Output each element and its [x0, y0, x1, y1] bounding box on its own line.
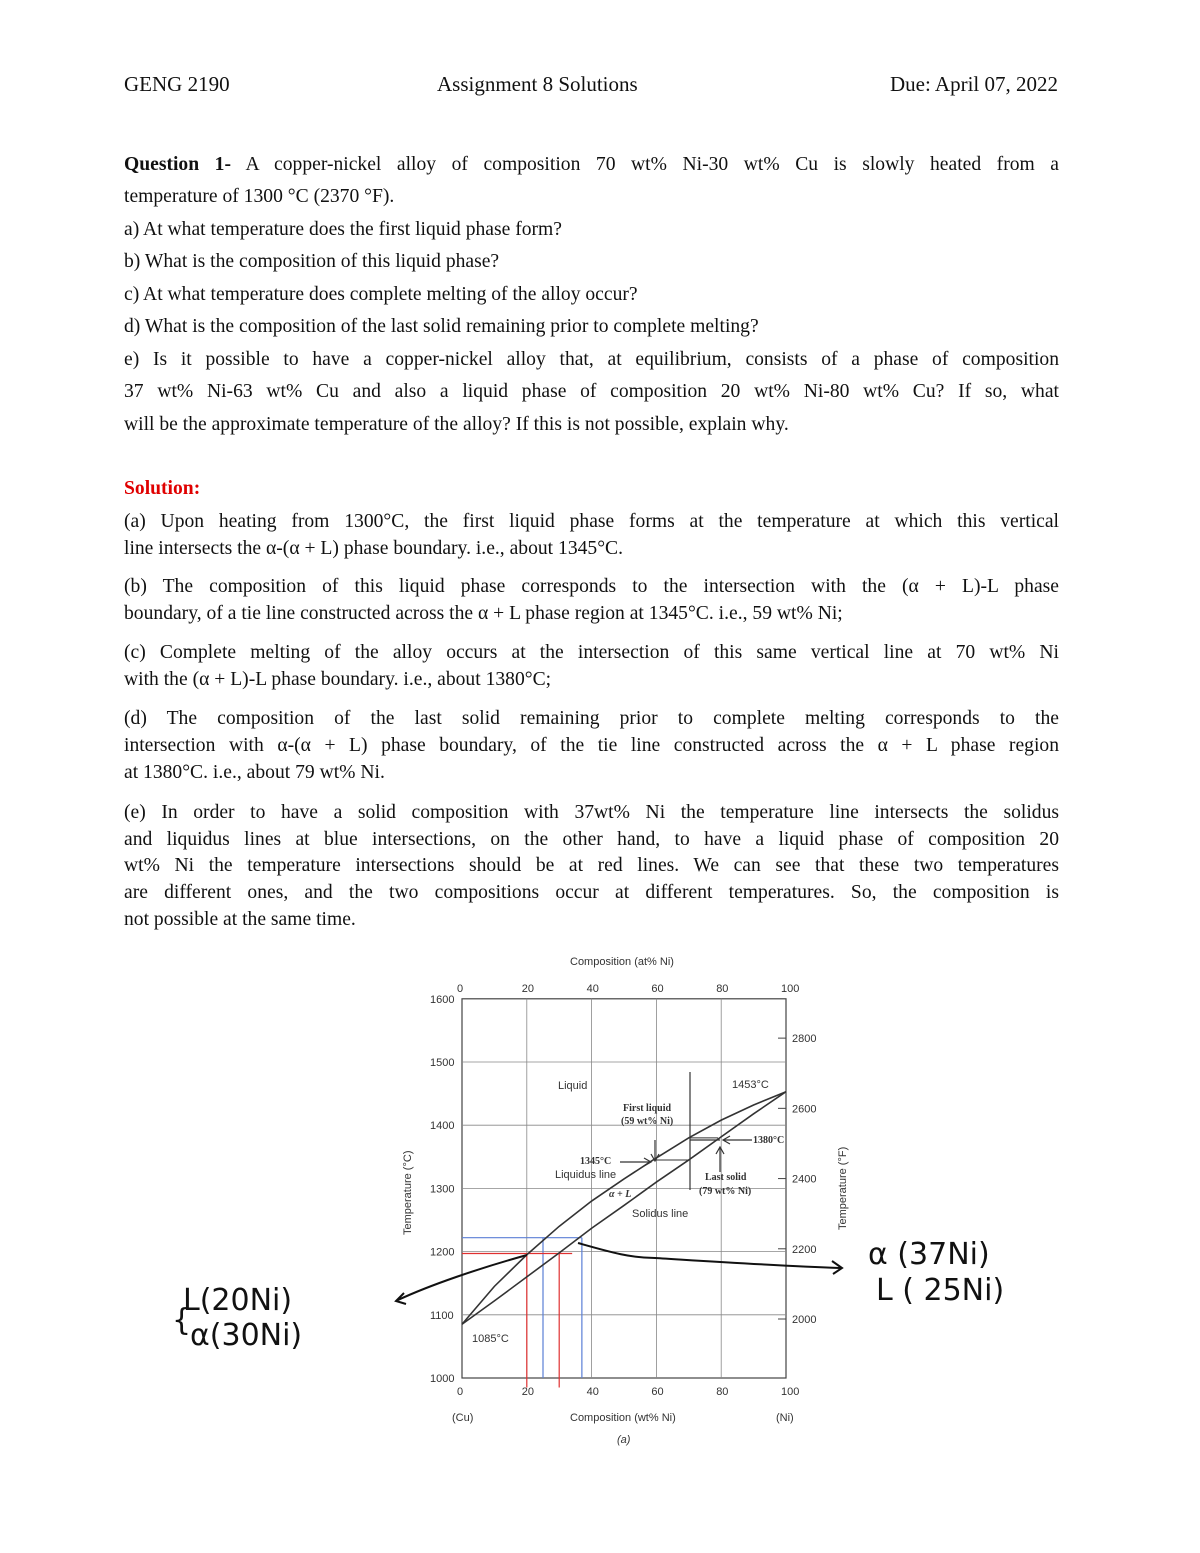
top-tick-label: 60 — [651, 983, 664, 995]
first-liquid-label: First liquid — [623, 1103, 672, 1114]
solution-e: and liquidus lines at blue intersections, on the other hand, to have a liquid phase of composition 20 — [124, 829, 1059, 850]
top-tick-label: 20 — [521, 983, 535, 995]
y-tick-label: 1600 — [430, 993, 455, 1006]
right-axis-title: Temperature (°F) — [837, 1146, 849, 1230]
t1453-label: 1453°C — [732, 1079, 769, 1091]
solution-e: wt% Ni the temperature intersections should be at red lines. We can see that these two temperatures — [124, 855, 1059, 876]
handwritten-right-1: α (37Ni) — [868, 1237, 990, 1272]
due-date: Due: April 07, 2022 — [890, 72, 1058, 96]
course-code: GENG 2190 — [124, 72, 230, 96]
question-e: e) Is it possible to have a copper-nickel alloy that, at equilibrium, consists of a phase of composition — [124, 349, 1059, 370]
t1085-label: 1085°C — [472, 1333, 509, 1345]
diagram-curves — [462, 1092, 786, 1388]
solution-b: (b) The composition of this liquid phase corresponds to the intersection with the (α + L)-L phase — [124, 576, 1059, 597]
f-tick-label: 2400 — [792, 1173, 817, 1186]
handwritten-left-2: α(30Ni) — [190, 1318, 303, 1353]
f-tick-label: 2000 — [792, 1314, 817, 1327]
liquidus-label: Liquidus line — [555, 1169, 617, 1181]
question-text: A copper-nickel alloy of composition 70 wt% Ni-30 wt% Cu is slowly heated from a — [230, 154, 1059, 175]
y-tick-label: 1300 — [430, 1183, 455, 1196]
x-tick-label: 0 — [457, 1386, 464, 1398]
question-c: c) At what temperature does complete melting of the alloy occur? — [124, 284, 638, 305]
top-tick-label: 100 — [781, 983, 800, 995]
solution-d: at 1380°C. i.e., about 79 wt% Ni. — [124, 762, 385, 783]
y-tick-label: 1500 — [430, 1057, 455, 1069]
f-tick-label: 2200 — [792, 1243, 817, 1256]
y-tick-label: 1200 — [430, 1246, 455, 1259]
solution-e: not possible at the same time. — [124, 909, 356, 930]
solution-c: with the (α + L)-L phase boundary. i.e., about 1380°C; — [124, 669, 552, 690]
y-tick-label: 1100 — [430, 1309, 454, 1322]
handwritten-arrows — [396, 1243, 842, 1304]
t1380-label: 1380°C — [753, 1135, 785, 1146]
x-tick-label: 80 — [716, 1386, 729, 1398]
solidus-label: Solidus line — [632, 1208, 689, 1220]
x-tick-label: 100 — [781, 1386, 800, 1398]
f-tick-label: 2600 — [792, 1103, 817, 1116]
caption: (a) — [617, 1434, 631, 1446]
solution-a: line intersects the α-(α + L) phase boundary. i.e., about 1345°C. — [124, 538, 624, 559]
y-tick-label: 1400 — [430, 1120, 455, 1133]
x-tick-label: 60 — [651, 1386, 664, 1398]
y-tick-label: 1000 — [430, 1373, 455, 1385]
x-tick-label: 20 — [521, 1386, 535, 1398]
cu-label: (Cu) — [452, 1412, 474, 1424]
ni-label: (Ni) — [776, 1412, 794, 1424]
question-a: a) At what temperature does the first liquid phase form? — [124, 219, 562, 240]
x-tick-label: 40 — [586, 1386, 599, 1398]
handwritten-right-2: L ( 25Ni) — [876, 1273, 1005, 1308]
f-tick-label: 2800 — [792, 1033, 817, 1046]
bottom-axis-title: Composition (wt% Ni) — [570, 1412, 676, 1424]
t1345-label: 1345°C — [580, 1156, 612, 1167]
solution-c: (c) Complete melting of the alloy occurs at the intersection of this same vertical line at 70 wt% Ni — [124, 642, 1059, 663]
solution-d: (d) The composition of the last solid remaining prior to complete melting corresponds to the — [124, 708, 1059, 729]
top-tick-label: 80 — [716, 983, 729, 995]
question-e: 37 wt% Ni-63 wt% Cu and also a liquid phase of composition 20 wt% Ni-80 wt% Cu? If so, what — [124, 381, 1059, 402]
liquid-label: Liquid — [558, 1080, 588, 1092]
first-liquid-comp: (59 wt% Ni) — [621, 1116, 674, 1127]
solution-d: intersection with α-(α + L) phase boundary, of the tie line constructed across the α + L phase region — [124, 735, 1059, 756]
question-d: d) What is the composition of the last solid remaining prior to complete melting? — [124, 316, 759, 337]
brace-icon: { — [172, 1303, 192, 1338]
alpha-l-label: α + L — [609, 1189, 632, 1200]
solution-e: (e) In order to have a solid composition with 37wt% Ni the temperature line intersects the solidus — [124, 802, 1059, 823]
solution-b: boundary, of a tie line constructed across the α + L phase region at 1345°C. i.e., 59 wt% Ni; — [124, 603, 843, 624]
top-tick-label: 40 — [586, 983, 599, 995]
solution-a: (a) Upon heating from 1300°C, the first liquid phase forms at the temperature at which this vertical — [124, 511, 1059, 532]
solution-e: are different ones, and the two compositions occur at different temperatures. So, the composition is — [124, 882, 1059, 903]
question-label: Question 1- — [124, 154, 231, 175]
document-title: Assignment 8 Solutions — [437, 72, 638, 96]
top-tick-label: 0 — [457, 983, 464, 995]
handwritten-left-1: L(20Ni) — [183, 1283, 293, 1318]
question-e: will be the approximate temperature of the alloy? If this is not possible, explain why. — [124, 414, 789, 435]
question-line: temperature of 1300 °C (2370 °F). — [124, 186, 395, 207]
left-axis-title: Temperature (°C) — [402, 1150, 414, 1235]
last-solid-label: Last solid — [705, 1172, 747, 1183]
last-solid-comp: (79 wt% Ni) — [699, 1186, 752, 1197]
question-b: b) What is the composition of this liquid phase? — [124, 251, 500, 272]
solution-heading: Solution: — [124, 478, 201, 499]
top-axis-title: Composition (at% Ni) — [570, 956, 674, 968]
